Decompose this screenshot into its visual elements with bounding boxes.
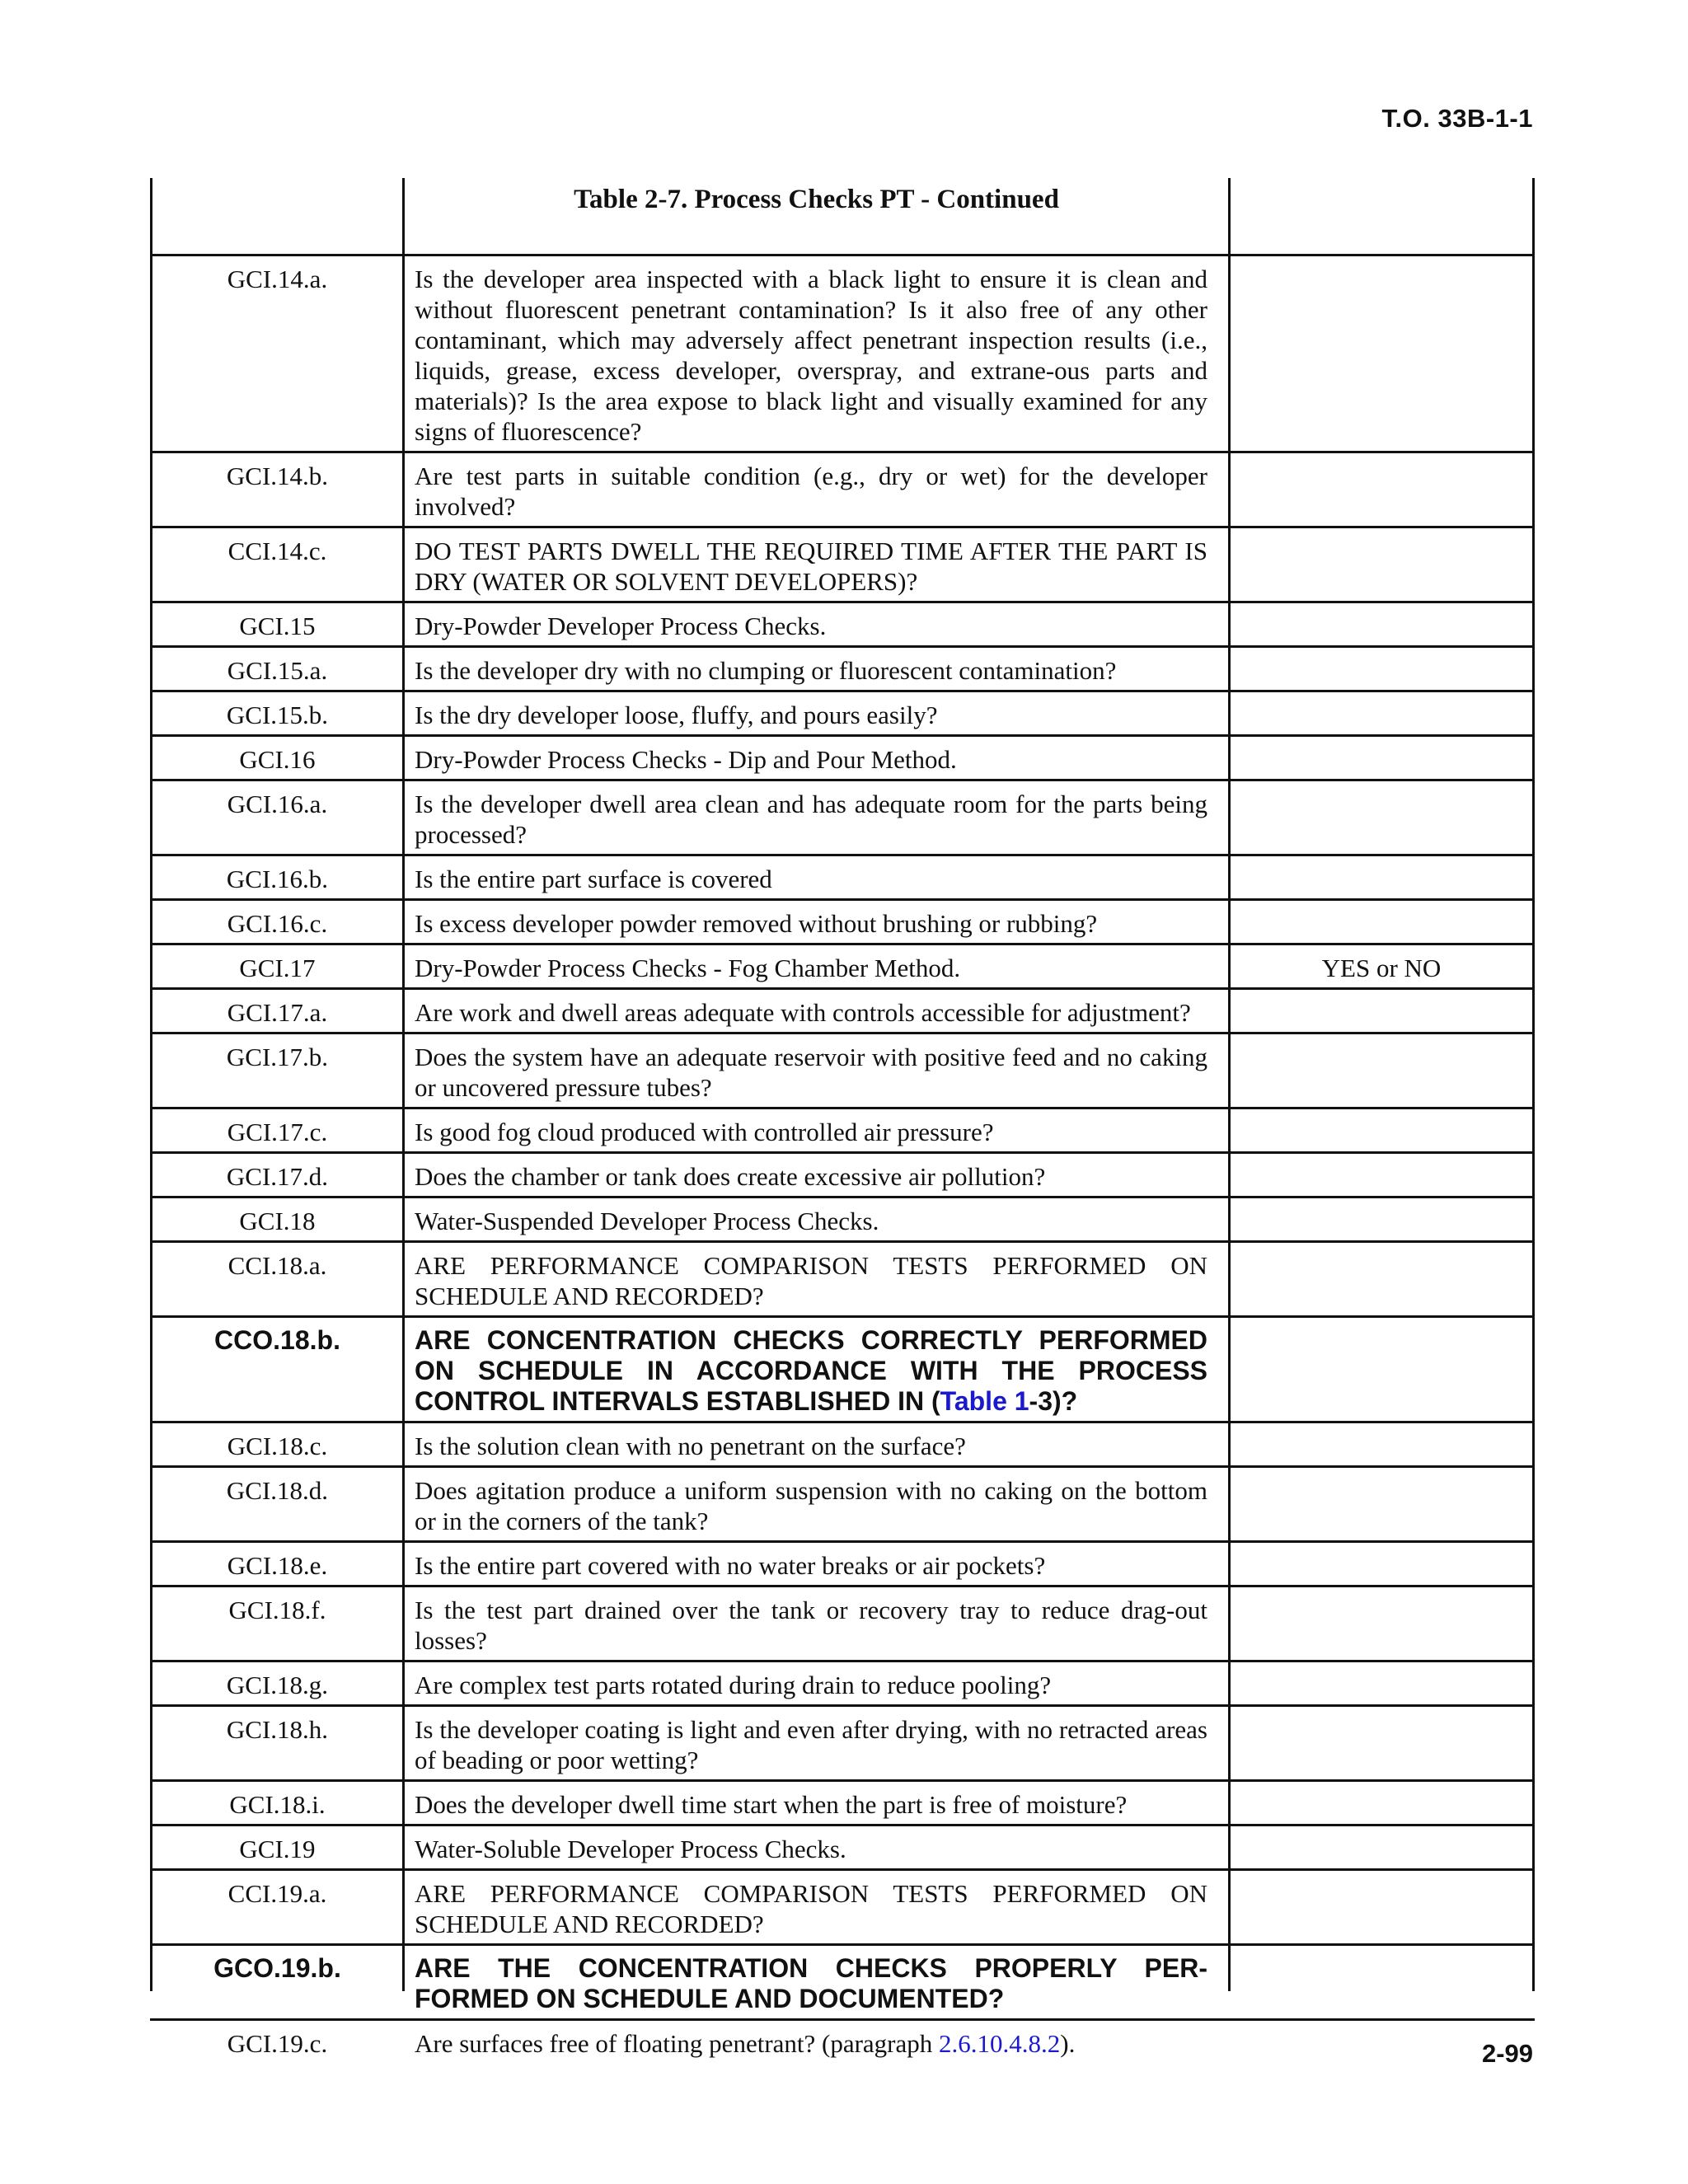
check-result — [1231, 1826, 1532, 1834]
check-question — [415, 2021, 1207, 2063]
check-result — [1231, 648, 1532, 655]
check-code: GCI.16.b. — [226, 865, 329, 893]
check-result — [1231, 528, 1532, 536]
document-id: T.O. 33B-1-1 — [1381, 104, 1533, 133]
check-code: GCI.15.a. — [227, 656, 328, 685]
check-question: Water-Soluble Developer Process Checks. — [415, 1835, 846, 1863]
check-question: Is the solution clean with no penetrant on the surface? — [415, 1432, 966, 1460]
check-result — [1231, 1543, 1532, 1550]
check-code: GCI.18 — [239, 1207, 316, 1235]
table-row — [150, 1871, 1535, 1946]
check-result — [1231, 856, 1532, 864]
table-row — [150, 648, 1535, 692]
table-border-right — [1532, 178, 1535, 1991]
check-question: DO TEST PARTS DWELL THE REQUIRED TIME AFTER THE PART IS DRY (WATER OR SOLVENT DEVELOPERS)? — [415, 537, 1207, 596]
check-code: GCI.18.i. — [229, 1790, 326, 1819]
check-code: GCI.17.a. — [227, 998, 328, 1027]
check-question: Is the developer dry with no clumping or fluorescent contamination? — [415, 656, 1117, 685]
check-result — [1231, 1243, 1532, 1250]
check-result — [1231, 1198, 1532, 1206]
check-code: GCI.16.a. — [227, 790, 328, 818]
check-code: GCI.18.g. — [226, 1671, 329, 1699]
table-body — [150, 256, 1535, 2063]
table-row — [150, 1423, 1535, 1468]
check-question: Does agitation produce a uniform suspension with no caking on the bottom or in the corners of the tank? — [415, 1476, 1207, 1535]
check-question: Dry-Powder Process Checks - Fog Chamber Method. — [415, 954, 961, 982]
check-code: GCI.15.b. — [226, 701, 329, 729]
check-result — [1231, 692, 1532, 700]
check-code: GCI.18.d. — [226, 1476, 329, 1505]
table-row — [150, 1707, 1535, 1782]
check-code: GCI.15 — [239, 612, 316, 640]
check-result: YES or NO — [1321, 954, 1442, 982]
table-row — [150, 1662, 1535, 1707]
check-result — [1231, 1034, 1532, 1042]
column-divider — [402, 178, 405, 1991]
table-row — [150, 945, 1535, 990]
check-code: GCI.18.f. — [228, 1596, 326, 1624]
table-row — [150, 1318, 1535, 1423]
table-row — [150, 528, 1535, 603]
check-result — [1231, 1707, 1532, 1714]
question-text: Are surfaces free of floating penetrant? (paragraph — [415, 2029, 940, 2058]
table-row — [150, 1154, 1535, 1198]
check-result — [1231, 603, 1532, 611]
check-question: Water-Suspended Developer Process Checks. — [415, 1207, 879, 1235]
page-number: 2-99 — [1481, 2039, 1533, 2068]
check-result — [1231, 1871, 1532, 1878]
table-row — [150, 1198, 1535, 1243]
check-question: Is the entire part surface is covered — [415, 865, 772, 893]
check-code: GCI.17 — [239, 954, 316, 982]
check-question: Is the test part drained over the tank or recovery tray to reduce drag-out losses? — [415, 1596, 1207, 1655]
check-question: Does the developer dwell time start when the part is free of moisture? — [415, 1790, 1128, 1819]
check-question — [415, 1318, 1207, 1421]
check-result — [1231, 781, 1532, 789]
check-question: Dry-Powder Process Checks - Dip and Pour Method. — [415, 745, 957, 774]
table-row — [150, 603, 1535, 648]
check-code: CCI.14.c. — [227, 537, 327, 565]
check-code: CCI.19.a. — [227, 1879, 327, 1908]
check-code: GCI.17.d. — [226, 1162, 329, 1191]
check-question: Does the chamber or tank does create excessive air pollution? — [415, 1162, 1046, 1191]
check-code: GCI.18.h. — [226, 1715, 329, 1744]
table-row — [150, 453, 1535, 528]
check-result — [1231, 1468, 1532, 1475]
check-result — [1231, 256, 1532, 264]
table-row — [150, 990, 1535, 1034]
check-question: ARE PERFORMANCE COMPARISON TESTS PERFORMED ON SCHEDULE AND RECORDED? — [415, 1879, 1207, 1938]
check-question: ARE PERFORMANCE COMPARISON TESTS PERFORMED ON SCHEDULE AND RECORDED? — [415, 1251, 1207, 1310]
check-code: GCI.19 — [239, 1835, 316, 1863]
check-code: GCI.17.c. — [227, 1118, 328, 1146]
check-code: GCI.18.e. — [227, 1551, 328, 1580]
table-row — [150, 2021, 1535, 2063]
check-question: Are work and dwell areas adequate with controls accessible for adjustment? — [415, 998, 1191, 1027]
column-divider — [1228, 178, 1231, 1991]
table-reference-link[interactable]: Table 1 — [940, 1386, 1029, 1416]
check-code: CCI.18.a. — [227, 1251, 327, 1280]
check-code: GCO.19.b. — [213, 1953, 341, 1983]
check-question: Is the developer dwell area clean and has adequate room for the parts being processed? — [415, 790, 1207, 849]
check-result — [1231, 453, 1532, 461]
table-row — [150, 1543, 1535, 1587]
check-result — [1231, 1587, 1532, 1595]
check-code: GCI.17.b. — [226, 1043, 329, 1071]
paragraph-reference-link[interactable]: 2.6.10.4.8.2 — [939, 2029, 1061, 2058]
table-row — [150, 1034, 1535, 1109]
question-text: ARE CONCENTRATION CHECKS CORRECTLY PERFORMED ON SCHEDULE IN ACCORDANCE WITH THE PROCESS CONTROL INTERVALS ESTABLISHED IN ( — [415, 1325, 1207, 1416]
check-result — [1231, 737, 1532, 744]
check-question: Are complex test parts rotated during drain to reduce pooling? — [415, 1671, 1052, 1699]
check-result — [1231, 990, 1532, 997]
table-row — [150, 1826, 1535, 1871]
table-row — [150, 1109, 1535, 1154]
table-row — [150, 1946, 1535, 2021]
check-question: Is the dry developer loose, fluffy, and pours easily? — [415, 701, 938, 729]
check-code: GCI.16 — [239, 745, 316, 774]
table-row — [150, 256, 1535, 453]
check-code: GCI.14.a. — [227, 265, 328, 293]
check-result — [1231, 1946, 1532, 1953]
question-text: -3)? — [1029, 1386, 1078, 1416]
table-row — [150, 1468, 1535, 1543]
check-result — [1231, 2021, 1532, 2028]
check-result — [1231, 1109, 1532, 1117]
table-row — [150, 856, 1535, 901]
check-code: GCI.14.b. — [226, 462, 329, 490]
check-question: Is excess developer powder removed without brushing or rubbing? — [415, 909, 1098, 938]
check-question: Is good fog cloud produced with controlled air pressure? — [415, 1118, 994, 1146]
check-result — [1231, 1423, 1532, 1431]
table-row — [150, 1243, 1535, 1318]
table-row — [150, 781, 1535, 856]
check-code: CCO.18.b. — [214, 1325, 340, 1355]
check-result — [1231, 901, 1532, 908]
question-text: ). — [1060, 2029, 1076, 2058]
check-result — [1231, 1782, 1532, 1789]
table-row — [150, 1782, 1535, 1826]
check-result — [1231, 1318, 1532, 1325]
table-row — [150, 901, 1535, 945]
check-question: Is the developer area inspected with a black light to ensure it is clean and without fluorescent penetrant contamination? Is it also free of any other contaminant, which may adversely affect penetrant inspection results (i.e., liquids, grease, excess developer, overspray, and extrane-ous parts and materials)? Is the area expose to black light and visually examined for any signs of fluorescence? — [415, 265, 1207, 446]
check-result — [1231, 1154, 1532, 1161]
check-code: GCI.16.c. — [227, 909, 328, 938]
table-row — [150, 692, 1535, 737]
check-code: GCI.18.c. — [227, 1432, 328, 1460]
check-question: Is the entire part covered with no water breaks or air pockets? — [415, 1551, 1046, 1580]
table-border-left — [150, 178, 152, 1991]
table-row — [150, 737, 1535, 781]
check-question: ARE THE CONCENTRATION CHECKS PROPERLY PER-FORMED ON SCHEDULE AND DOCUMENTED? — [415, 1953, 1207, 2013]
table-caption-row — [150, 178, 1535, 256]
check-code: GCI.19.c. — [227, 2029, 328, 2058]
table-caption: Table 2-7. Process Checks PT - Continued — [574, 185, 1059, 214]
table-row — [150, 1587, 1535, 1662]
check-question: Are test parts in suitable condition (e.g., dry or wet) for the developer involved? — [415, 462, 1207, 521]
check-question: Does the system have an adequate reservoir with positive feed and no caking or uncovered pressure tubes? — [415, 1043, 1207, 1102]
check-result — [1231, 1662, 1532, 1670]
check-question: Dry-Powder Developer Process Checks. — [415, 612, 827, 640]
check-question: Is the developer coating is light and even after drying, with no retracted areas of beading or poor wetting? — [415, 1715, 1207, 1774]
